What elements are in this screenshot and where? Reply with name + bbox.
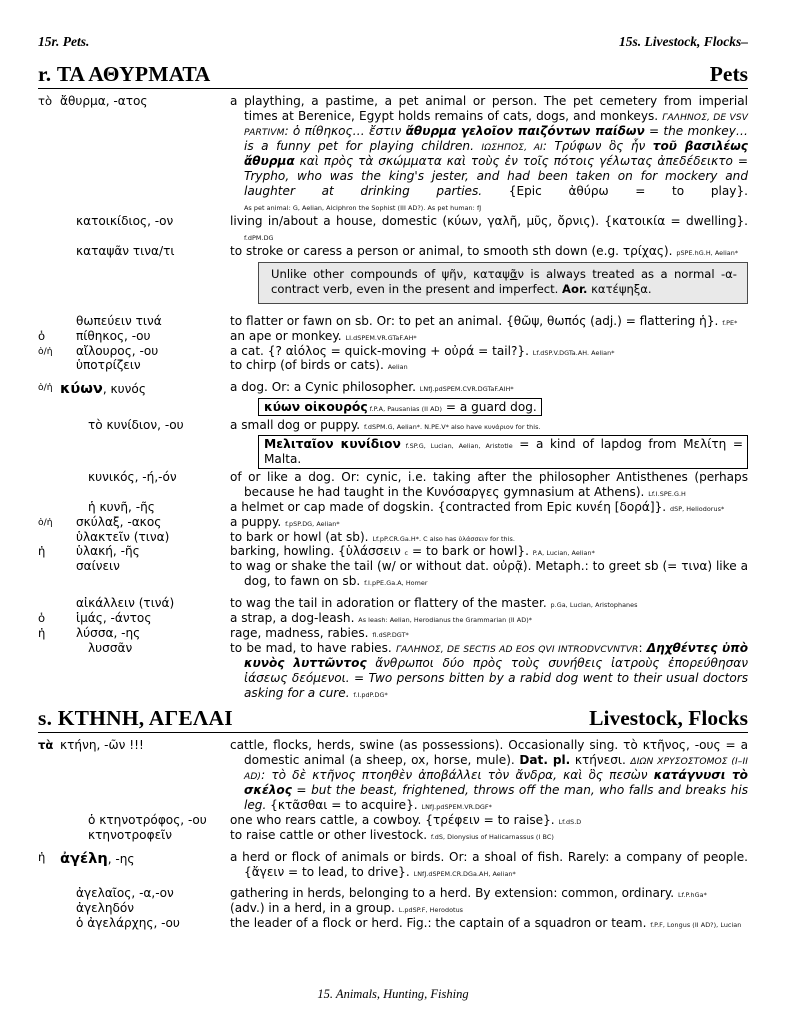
entry-article: ἡ <box>38 544 46 559</box>
entry-article: ὁ <box>38 328 46 343</box>
text-run: pSPE.hG.H, Aelian* <box>676 248 739 257</box>
dictionary-entry <box>38 314 748 329</box>
running-head-right: 15s. Livestock, Flocks– <box>619 34 748 49</box>
dictionary-entry <box>38 470 748 500</box>
text-run: to chirp (of birds or cats). <box>230 358 388 373</box>
dictionary-entry <box>38 901 748 916</box>
entry-lemma: ἱμάς, -άντος <box>76 610 152 625</box>
dictionary-entry <box>38 500 748 515</box>
dictionary-entry <box>38 344 748 359</box>
section-header-pets <box>38 62 748 89</box>
text-run: (adv.) in a herd, in a group. <box>230 901 399 916</box>
entry-definition <box>230 499 748 515</box>
dictionary-entry <box>38 641 748 701</box>
dictionary-entry <box>38 828 748 843</box>
text-run: Δηχθέντες ὑπὸ κυνὸς λυττῶντος <box>244 640 749 670</box>
entry-lemma: ἄθυρμα, -ατος <box>60 94 148 108</box>
entry-lemma: σκύλαξ, -ακος <box>76 514 162 529</box>
running-head-left: 15r. Pets. <box>38 34 90 49</box>
entry-lemma: ἀγεληδόν <box>76 901 135 916</box>
entry-lemma: ὁ κτηνοτρόφος, -ου <box>88 812 207 827</box>
entry-lemma: ὁ ἀγελάρχης, -ου <box>76 916 180 931</box>
text-run: ᾶ <box>509 266 518 281</box>
section-title-greek: s. ΚΤΗΝΗ, ΑΓΕΛΑΙ <box>38 706 233 730</box>
entry-definition <box>230 417 748 470</box>
section-pets <box>0 62 786 700</box>
text-run: ΙΩΣΗΠΟΣ, AI <box>481 143 543 154</box>
text-run: κυνάριον <box>484 422 514 431</box>
text-run: = a kind of lapdog from Μελίτη = Malta. <box>264 437 743 467</box>
text-run: a helmet or cap made of dogskin. {contracted from Epic κυνέη [δορά]}. <box>230 499 670 514</box>
text-run: barking, howling. {ὑλάσσειν <box>230 544 405 559</box>
text-run: ὑλάσσειν <box>458 534 488 543</box>
dictionary-entry <box>38 94 748 214</box>
section-title-greek: r. ΤΑ ΑΘΥΡΜΑΤΑ <box>38 62 211 86</box>
grammar-note-box <box>258 262 748 304</box>
text-run: gathering in herds, belonging to a herd. By extension: common, ordinary. <box>230 886 678 901</box>
text-run: ν is always treated as a normal -α-contract verb, even in the present and imperfect. <box>271 266 737 297</box>
text-run: c <box>404 549 409 558</box>
text-run: a plaything, a pastime, a pet animal or person. The pet cemetery from imperial times at Berenice, Egypt holds remains of cats, dogs, and monkeys. <box>230 94 748 123</box>
text-run: Lf.dSP.V.DGTa.AH. Aelian* <box>532 348 615 357</box>
text-run: ΓΑΛΗΝΟΣ, DE SECTIS AD EOS QVI INTRODVCVNTVR <box>395 644 639 655</box>
text-run: f.dPM.DG <box>244 233 274 242</box>
text-run: to wag the tail in adoration or flattery of the master. <box>230 596 551 611</box>
page-footer: 15. Animals, Hunting, Fishing <box>317 987 469 1001</box>
entry-lemma: λύσσα, -ης <box>76 625 141 640</box>
entry-lemma: κτηνοτροφεῖν <box>88 827 172 842</box>
text-run: a puppy. <box>230 514 286 529</box>
dictionary-entry <box>38 530 748 545</box>
text-run: Aelian <box>387 363 408 372</box>
dictionary-entry <box>38 515 748 530</box>
entry-article: ὁ/ἡ <box>38 516 53 528</box>
entry-lemma: τὸ κυνίδιον, -ου <box>88 417 184 432</box>
text-run: rage, madness, rabies. <box>230 625 373 640</box>
entry-lemma: κατοικίδιος, -ον <box>76 213 174 228</box>
entry-list-pets <box>38 94 748 700</box>
text-run: to raise cattle or other livestock. <box>230 827 431 842</box>
entry-definition <box>230 738 749 813</box>
example-box <box>258 398 542 417</box>
entry-lemma: αἰκάλλειν (τινά) <box>76 596 175 611</box>
text-run: : τὸ δὲ κτῆνος πτοηθὲν ἀποβάλλει τὸν ἄνδρα, καὶ ὃς πεσὼν <box>261 768 654 783</box>
entry-lemma <box>60 850 228 868</box>
entry-definition <box>230 596 748 611</box>
lemma-headword: κύων <box>60 380 103 398</box>
text-run: p.Ga, Lucian, Aristophanes <box>550 601 638 610</box>
text-run: As pet animal: G, Aelian, Alciphron the Sophist (III AD?). As pet human: fJ <box>244 204 482 213</box>
text-run: f.PE* <box>722 318 738 327</box>
dictionary-entry <box>38 214 748 244</box>
entry-article: ὁ/ἡ <box>38 345 53 357</box>
entry-definition <box>230 529 748 545</box>
text-run: f.I.pdP.DG* <box>353 690 388 699</box>
section-livestock <box>0 706 786 931</box>
text-run: = a guard dog. <box>442 399 537 414</box>
entry-definition <box>230 559 748 589</box>
dictionary-entry <box>38 886 748 901</box>
text-run: LNfJ.pdSPEM.VR.DGF* <box>421 803 492 812</box>
example-box-line <box>244 433 748 470</box>
dictionary-entry <box>38 813 748 828</box>
entry-definition <box>230 610 748 626</box>
text-run: for this. <box>513 422 541 431</box>
text-run: ἄθυρμα γελοῖον παιζόντων παίδων <box>405 124 645 139</box>
dictionary-entry <box>38 418 748 470</box>
dictionary-entry <box>38 544 748 559</box>
dictionary-entry <box>38 850 748 880</box>
running-head <box>38 34 748 52</box>
lemma-inflection: , κυνός <box>102 382 146 397</box>
entry-list-livestock <box>38 738 748 931</box>
text-run: τοῦ βασιλέως ἄθυρμα <box>244 139 748 169</box>
dictionary-entry <box>38 626 748 641</box>
text-run: the leader of a flock or herd. Fig.: the captain of a squadron or team. <box>230 916 651 931</box>
text-run: P.A, Lucian, Aelian* <box>532 549 595 558</box>
entry-definition <box>230 812 748 828</box>
text-run: f.dS, Dionysius of Halicarnassus (I BC) <box>430 832 554 841</box>
section-title-english: Pets <box>709 62 748 86</box>
dictionary-entry <box>38 329 748 344</box>
text-run: {κτᾶσθαι = to acquire}. <box>270 798 422 813</box>
text-run: a herd or flock of animals or birds. Or: a shoal of fish. Rarely: a company of people. {ἄγειν = to lead, to drive}. <box>230 849 748 879</box>
entry-lemma: ὑποτρίζειν <box>76 358 141 373</box>
text-run: {Epic ἀθύρω = to play}. <box>508 184 748 199</box>
text-run: Lf.dS.D <box>558 817 582 826</box>
text-run: LNfJ.pdSPEM.CVR.DGTaF.AIH* <box>419 385 514 394</box>
entry-article: τὸ <box>38 94 53 108</box>
text-run: = the monkey… is a funny pet for playing children. <box>244 124 748 154</box>
entry-definition <box>230 886 748 901</box>
entry-lemma: ὑλακτεῖν (τινα) <box>76 529 170 544</box>
text-run: a small dog or puppy. <box>230 417 364 432</box>
text-run: a dog. Or: a Cynic philosopher. <box>230 380 420 395</box>
entry-definition <box>230 827 748 843</box>
entry-article: ὁ/ἡ <box>38 382 53 394</box>
entry-definition <box>230 625 748 641</box>
text-run: a cat. {? αἰόλος = quick-moving + οὐρά = tail?}. <box>230 343 533 358</box>
text-run: Dat. pl. <box>519 752 571 767</box>
text-run: to be mad, to have rabies. <box>230 640 396 655</box>
text-run: f.P.F, Longus (II AD?), Lucian <box>650 921 742 930</box>
entry-definition <box>230 243 748 307</box>
text-run: an ape or monkey. <box>230 328 346 343</box>
dictionary-entry <box>38 244 748 307</box>
section-title-english: Livestock, Flocks <box>589 706 748 730</box>
text-run: : ὁ πίθηκος… ἔστιν <box>284 124 406 139</box>
text-run: LNfJ.dSPEM.CR.DGa.AH, Aelian* <box>413 869 516 878</box>
entry-definition <box>230 901 748 916</box>
example-box <box>258 435 748 468</box>
text-run: κατέψηξα. <box>587 282 652 297</box>
entry-definition <box>230 213 748 244</box>
entry-definition <box>230 343 748 359</box>
entry-definition <box>230 640 749 701</box>
text-run: As leash: Aelian, Herodianus the Grammarian (II AD)* <box>358 615 532 624</box>
text-run: κατάγνυσι τὸ σκέλος <box>244 768 748 798</box>
text-run: to stroke or caress a person or animal, to smooth sth down (e.g. τρίχας). <box>230 243 677 258</box>
text-run: to wag or shake the tail (w/ or without dat. οὐρᾷ). Metaph.: to greet sb (= τινα) like a dog, to fawn on sb. <box>230 559 748 589</box>
entry-lemma: σαίνειν <box>76 559 120 574</box>
text-run: ἄνθρωποι δύο πρὸς τοὺς συνήθεις ἰατροὺς ἐπορεύθησαν ἰάσεως δεόμενοι. = Two persons bitten by a rabid dog went to their usual doctors asking for a cure. <box>244 655 748 700</box>
text-run: dSP, Heliodorus* <box>670 504 725 513</box>
entry-lemma: καταψᾶν τινα/τι <box>76 243 175 258</box>
entry-definition <box>230 380 748 418</box>
entry-lemma: θωπεύειν τινά <box>76 313 162 328</box>
dictionary-entry <box>38 611 748 626</box>
text-run: : <box>638 640 647 655</box>
entry-article: ἡ <box>38 625 46 640</box>
text-run: f.dSPM.G, Aelian*. N.PE.V* also have <box>363 422 485 431</box>
entry-definition <box>230 94 749 214</box>
text-run: κύων οἰκουρός <box>264 399 368 414</box>
dictionary-entry <box>38 559 748 589</box>
entry-lemma: αἴλουρος, -ου <box>76 343 159 358</box>
text-run: to flatter or fawn on sb. Or: to pet an animal. {θῶψ, θωπός (adj.) = flattering ἡ}. <box>230 313 723 328</box>
text-run: Μελιταῖον κυνίδιον <box>264 437 401 452</box>
text-run: Lf.P.hGa* <box>678 891 707 900</box>
text-run: ΔΙΩΝ ΧΡΥΣΟΣΤΟΜΟΣ (I–II AD) <box>244 756 749 783</box>
text-run: LI.dSPEM.VR.GTaF.AH* <box>345 333 417 342</box>
entry-lemma: κυνικός, -ή,-όν <box>88 470 177 485</box>
text-run: for this. <box>487 534 515 543</box>
dictionary-entry <box>38 596 748 611</box>
text-run: Lf.I.SPE.G.H <box>648 489 686 498</box>
text-run: f.pSP.DG, Aelian* <box>285 519 340 528</box>
text-run: living in/about a house, domestic (κύων, γαλῆ, μῦς, ὄρνις). {κατοικία = dwelling}. <box>230 213 748 228</box>
text-run: L.pdSP.F, Herodotus <box>398 906 464 915</box>
text-run: καὶ πρὸς τὰ σκώμματα καὶ τοὺς ἐν τοῖς πότοις γέλωτας ἀπεδέδεικτο = Trypho, who was the king's jester, and had been taken on for mockery and laughter at drinking parties. <box>244 154 748 199</box>
entry-definition <box>230 313 748 329</box>
text-run: f.I.pPE.Ga.A, Homer <box>364 579 428 588</box>
example-box-line <box>244 395 748 418</box>
entry-lemma: λυσσᾶν <box>88 640 133 655</box>
entry-article: ὁ <box>38 610 46 625</box>
text-run: fI.dSP.DGT* <box>372 630 409 639</box>
text-run: cattle, flocks, herds, swine (as possessions). Occasionally sing. τὸ κτῆνος, -ους = a domestic animal (a sheep, ox, horse, mule). <box>230 738 748 767</box>
section-header-livestock <box>38 706 748 733</box>
dictionary-entry <box>38 358 748 373</box>
dictionary-entry <box>38 738 748 813</box>
dictionary-entry <box>38 916 748 931</box>
entry-lemma: πίθηκος, -ου <box>76 328 151 343</box>
dictionary-entry <box>38 380 748 418</box>
lemma-headword: ἀγέλη <box>60 849 108 867</box>
text-run: Lf.pP.CR.Ga.H*. C also has <box>372 534 459 543</box>
entry-definition <box>230 544 748 559</box>
lemma-inflection: , -ης <box>107 851 135 866</box>
entry-article: ἡ <box>38 849 46 864</box>
entry-definition <box>230 470 748 500</box>
text-run: of or like a dog. Or: cynic, i.e. taking after the philosopher Antisthenes (perhaps because he had taught in the Κυνόσαργες gymnasium at Athens). <box>230 470 748 499</box>
text-run: one who rears cattle, a cowboy. {τρέφειν = to raise}. <box>230 812 559 827</box>
entry-lemma: κτήνη, -ῶν !!! <box>60 738 144 752</box>
entry-definition <box>230 328 748 344</box>
entry-lemma: ἡ κυνῆ, -ῆς <box>88 499 155 514</box>
entry-lemma: ἀγελαῖος, -α,-ον <box>76 886 174 901</box>
entry-lemma <box>60 380 228 398</box>
entry-definition <box>230 514 748 530</box>
text-run: : Τρύφων ὃς ἦν <box>542 139 653 154</box>
text-run: = but the beast, frightened, throws off the man, who falls and breaks his leg. <box>244 783 748 813</box>
text-run: a strap, a dog-leash. <box>230 610 359 625</box>
text-run: Aor. <box>562 282 588 297</box>
text-run: κτήνεσι. <box>570 752 631 767</box>
entry-definition <box>230 849 748 880</box>
text-run: to bark or howl (at sb). <box>230 529 373 544</box>
entry-definition <box>230 358 748 373</box>
text-run: f.P.A, Pausanias (II AD) <box>367 404 443 413</box>
text-run: ΓΑΛΗΝΟΣ, DE VSV PARTIVM <box>244 112 749 139</box>
text-run: Unlike other compounds of ψῆν, καταψ <box>271 266 510 281</box>
text-run: = to bark or howl}. <box>408 544 533 559</box>
entry-article: τὰ <box>38 738 54 752</box>
text-run: f.SP.G, Lucian, Aelian, Aristotle <box>400 442 513 451</box>
entry-definition <box>230 916 748 931</box>
entry-lemma: ὑλακή, -ῆς <box>76 544 140 559</box>
